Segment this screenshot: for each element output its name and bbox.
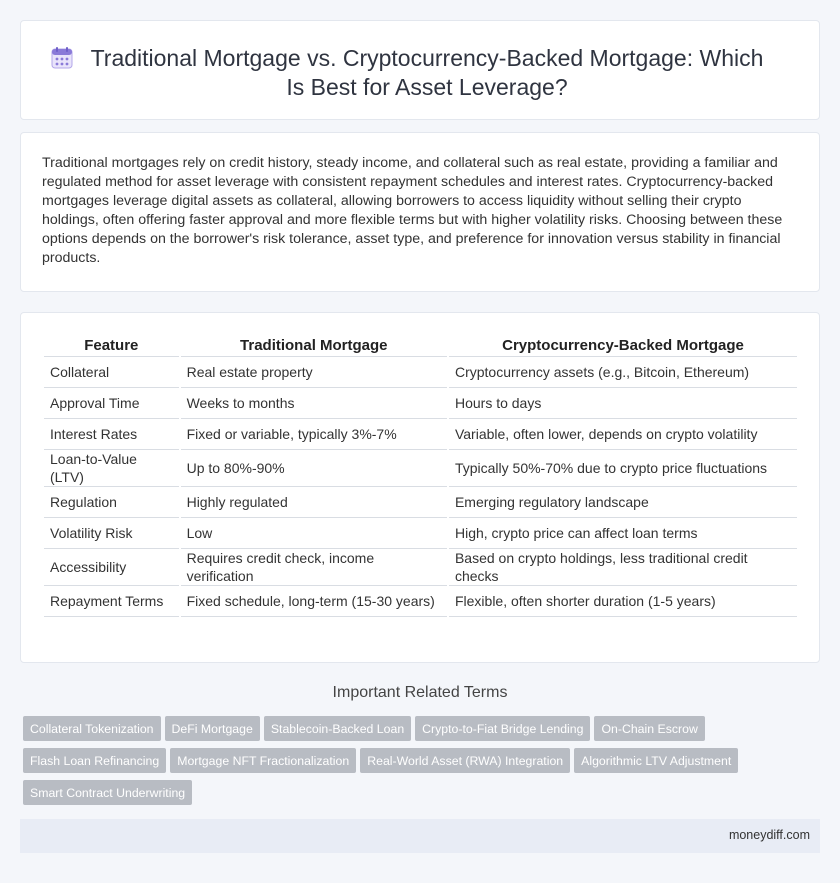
traditional-cell: Fixed schedule, long-term (15-30 years) <box>181 586 447 617</box>
traditional-cell: Up to 80%-90% <box>181 450 447 487</box>
traditional-cell: Fixed or variable, typically 3%-7% <box>181 419 447 450</box>
crypto-cell: Cryptocurrency assets (e.g., Bitcoin, Ethereum) <box>449 357 797 388</box>
related-terms-list <box>23 716 823 812</box>
table-row <box>44 549 797 586</box>
page-title: Traditional Mortgage vs. Cryptocurrency-Backed Mortgage: Which Is Best for Asset Leverage? <box>90 45 764 100</box>
crypto-cell: Emerging regulatory landscape <box>449 487 797 518</box>
crypto-cell: Hours to days <box>449 388 797 419</box>
related-term-tag[interactable]: Real-World Asset (RWA) Integration <box>360 748 570 773</box>
related-term-tag[interactable]: DeFi Mortgage <box>165 716 260 741</box>
footer <box>20 819 820 853</box>
related-term-tag[interactable]: Algorithmic LTV Adjustment <box>574 748 738 773</box>
feature-cell: Loan-to-Value (LTV) <box>44 450 179 487</box>
table-row <box>44 388 797 419</box>
traditional-cell: Highly regulated <box>181 487 447 518</box>
feature-cell: Regulation <box>44 487 179 518</box>
feature-cell: Collateral <box>44 357 179 388</box>
comparison-table-card <box>20 312 820 663</box>
related-term-tag[interactable]: Mortgage NFT Fractionalization <box>170 748 356 773</box>
related-term-tag[interactable]: Stablecoin-Backed Loan <box>264 716 411 741</box>
feature-cell: Accessibility <box>44 549 179 586</box>
traditional-cell: Low <box>181 518 447 549</box>
crypto-cell: High, crypto price can affect loan terms <box>449 518 797 549</box>
table-row <box>44 518 797 549</box>
traditional-cell: Weeks to months <box>181 388 447 419</box>
column-header-traditional: Traditional Mortgage <box>181 333 447 357</box>
related-term-tag[interactable]: Smart Contract Underwriting <box>23 780 192 805</box>
feature-cell: Interest Rates <box>44 419 179 450</box>
crypto-cell: Flexible, often shorter duration (1-5 years) <box>449 586 797 617</box>
traditional-cell: Real estate property <box>181 357 447 388</box>
table-row <box>44 419 797 450</box>
crypto-cell: Variable, often lower, depends on crypto volatility <box>449 419 797 450</box>
feature-cell: Volatility Risk <box>44 518 179 549</box>
table-row <box>44 487 797 518</box>
related-term-tag[interactable]: On-Chain Escrow <box>594 716 704 741</box>
footer-site-name[interactable]: moneydiff.com <box>728 828 810 842</box>
related-term-tag[interactable]: Crypto-to-Fiat Bridge Lending <box>415 716 590 741</box>
table-row <box>44 357 797 388</box>
table-row <box>44 450 797 487</box>
column-header-crypto: Cryptocurrency-Backed Mortgage <box>449 333 797 357</box>
table-row <box>44 586 797 617</box>
header-card <box>20 20 820 120</box>
related-terms-heading: Important Related Terms <box>332 684 508 701</box>
traditional-cell: Requires credit check, income verification <box>181 549 447 586</box>
intro-paragraph: Traditional mortgages rely on credit history, steady income, and collateral such as real estate, providing a familiar and regulated method for asset leverage with consistent repayment schedules and interest rates. Cryptocurrency-backed mortgages leverage digital assets as collateral, allowing borrowers to access liquidity without selling their crypto holdings, often offering faster approval and more flexible terms but with higher volatility risks. Choosing between these options depends on the borrower's risk tolerance, asset type, and preference for innovation versus stability in financial products. <box>42 155 783 266</box>
crypto-cell: Typically 50%-70% due to crypto price fluctuations <box>449 450 797 487</box>
column-header-feature: Feature <box>44 333 179 357</box>
related-term-tag[interactable]: Flash Loan Refinancing <box>23 748 166 773</box>
table-header-row <box>44 333 797 357</box>
crypto-cell: Based on crypto holdings, less traditional credit checks <box>449 549 797 586</box>
feature-cell: Repayment Terms <box>44 586 179 617</box>
intro-card <box>20 132 820 292</box>
related-term-tag[interactable]: Collateral Tokenization <box>23 716 161 741</box>
comparison-table <box>42 333 799 617</box>
feature-cell: Approval Time <box>44 388 179 419</box>
